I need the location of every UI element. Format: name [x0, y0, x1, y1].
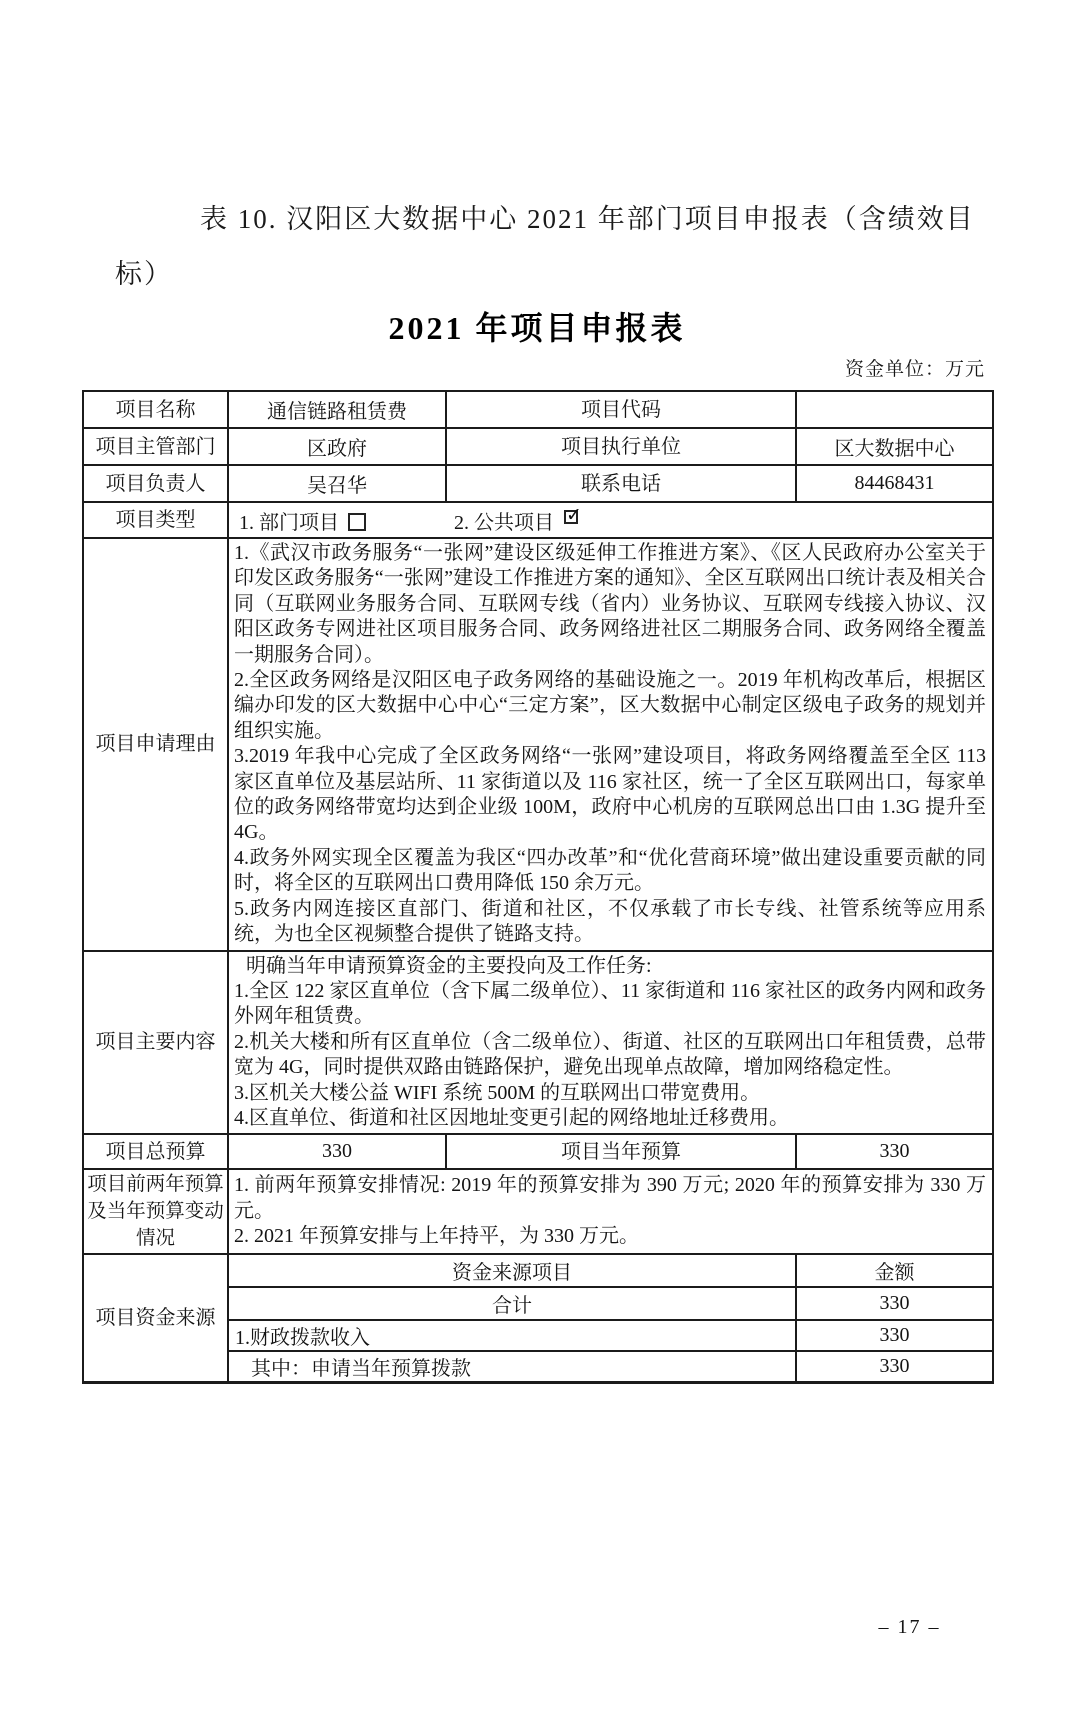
row-leader [83, 465, 993, 502]
main-content-item-4: 4.区直单位、街道和社区因地址变更引起的网络地址迁移费用。 [234, 1106, 789, 1129]
funding-item-total: 合计 [228, 1287, 796, 1320]
funding-amount-fiscal: 330 [796, 1320, 993, 1351]
reason-paragraph-2: 2.全区政务网络是汉阳区电子政务网络的基础设施之一。2019 年机构改革后，根据区编办印发的区大数据中心中心“三定方案”，区大数据中心制定区级电子政务的规划并组织实施。 [234, 669, 986, 742]
value-current-budget: 330 [796, 1134, 993, 1169]
label-history: 项目前两年预算及当年预算变动情况 [83, 1169, 228, 1253]
document-page [0, 192, 1074, 1712]
project-type-option-dept: 1. 部门项目 [239, 511, 339, 534]
label-current-budget: 项目当年预算 [446, 1134, 796, 1169]
value-total-budget: 330 [228, 1134, 446, 1169]
project-type-options [228, 502, 993, 538]
funding-amount-total: 330 [796, 1287, 993, 1320]
main-content-item-1: 1.全区 122 家区直单位（含下属二级单位）、11 家街道和 116 家社区的政务内网和政务外网年租赁费。 [234, 979, 986, 1028]
value-leader: 吴召华 [228, 465, 446, 502]
form-title: 2021 年项目申报表 [388, 310, 686, 346]
reason-paragraph-4: 4.政务外网实现全区覆盖为我区“四办改革”和“优化营商环境”做出建设重要贡献的同时，将全区的互联网出口费用降低 150 余万元。 [234, 846, 986, 895]
row-budget [83, 1134, 993, 1169]
funding-item-current-appropriation: 其中：申请当年预算拨款 [228, 1351, 796, 1383]
label-project-type: 项目类型 [83, 502, 228, 538]
reason-paragraph-3: 3.2019 年我中心完成了全区政务网络“一张网”建设项目，将政务网络覆盖至全区 113 家区直单位及基层站所、11 家街道以及 116 家社区，统一了全区互联网出口，每家单位的政务网络带宽均达到企业级 100M，政府中心机房的互联网总出口由 1.3G 提升至 4G。 [234, 745, 986, 844]
label-leader: 项目负责人 [83, 465, 228, 502]
row-main-content [83, 951, 993, 1135]
checkbox-checked-icon [564, 510, 578, 524]
history-line-1: 1. 前两年预算安排情况: 2019 年的预算安排为 390 万元; 2020 年的预算安排为 330 万元。 [234, 1174, 986, 1222]
value-project-code [796, 391, 993, 428]
main-content-item-2: 2.机关大楼和所有区直单位（含二级单位）、街道、社区的互联网出口年租赁费，总带宽为 4G，同时提供双路由链路保护，避免出现单点故障，增加网络稳定性。 [234, 1030, 986, 1079]
label-main-content: 项目主要内容 [83, 951, 228, 1135]
label-project-name: 项目名称 [83, 391, 228, 428]
funding-amount-current-appropriation: 330 [796, 1351, 993, 1383]
funding-column-item: 资金来源项目 [228, 1254, 796, 1287]
page-number: – 17 – [878, 1616, 941, 1638]
funding-column-amount: 金额 [796, 1254, 993, 1287]
reason-text [228, 538, 993, 951]
checkbox-unchecked-icon [348, 513, 366, 531]
history-text [228, 1169, 993, 1253]
label-exec-unit: 项目执行单位 [446, 428, 796, 465]
document-heading-line2: 标） [115, 259, 173, 289]
label-total-budget: 项目总预算 [83, 1134, 228, 1169]
main-content-text [228, 951, 993, 1135]
label-phone: 联系电话 [446, 465, 796, 502]
value-exec-unit: 区大数据中心 [796, 428, 993, 465]
row-reason [83, 538, 993, 951]
document-heading-line1: 表 10. 汉阳区大数据中心 2021 年部门项目申报表（含绩效目 [200, 204, 975, 234]
row-project-name [83, 391, 993, 428]
label-reason: 项目申请理由 [83, 538, 228, 951]
main-content-item-3: 3.区机关大楼公益 WIFI 系统 500M 的互联网出口带宽费用。 [234, 1081, 761, 1104]
project-type-option-public: 2. 公共项目 [454, 511, 554, 534]
row-history [83, 1169, 993, 1253]
label-project-code: 项目代码 [446, 391, 796, 428]
value-phone: 84468431 [796, 465, 993, 502]
funding-item-fiscal: 1.财政拨款收入 [228, 1320, 796, 1351]
reason-paragraph-1: 1.《武汉市政务服务“一张网”建设区级延伸工作推进方案》、《区人民政府办公室关于印发区政务服务“一张网”建设工作推进方案的通知》、全区互联网出口统计表及相关合同（互联网业务服务合同、互联网专线（省内）业务协议、互联网专线接入协议、汉阳区政务专网进社区项目服务合同、政务网络进社区二期服务合同、政务网络全覆盖一期服务合同）。 [234, 542, 986, 666]
main-content-intro: 明确当年申请预算资金的主要投向及工作任务: [246, 954, 652, 977]
label-funding: 项目资金来源 [83, 1254, 228, 1383]
reason-paragraph-5: 5.政务内网连接区直部门、街道和社区，不仅承载了市长专线、社管系统等应用系统，为也全区视频整合提供了链路支持。 [234, 897, 986, 946]
value-dept: 区政府 [228, 428, 446, 465]
row-dept [83, 428, 993, 465]
value-project-name: 通信链路租赁费 [228, 391, 446, 428]
application-form-table [82, 390, 994, 1384]
history-line-2: 2. 2021 年预算安排与上年持平，为 330 万元。 [234, 1225, 639, 1248]
currency-unit-note: 资金单位：万元 [844, 359, 985, 380]
row-project-type [83, 502, 993, 538]
row-funding-header [83, 1254, 993, 1287]
document-heading [115, 192, 979, 302]
label-dept: 项目主管部门 [83, 428, 228, 465]
